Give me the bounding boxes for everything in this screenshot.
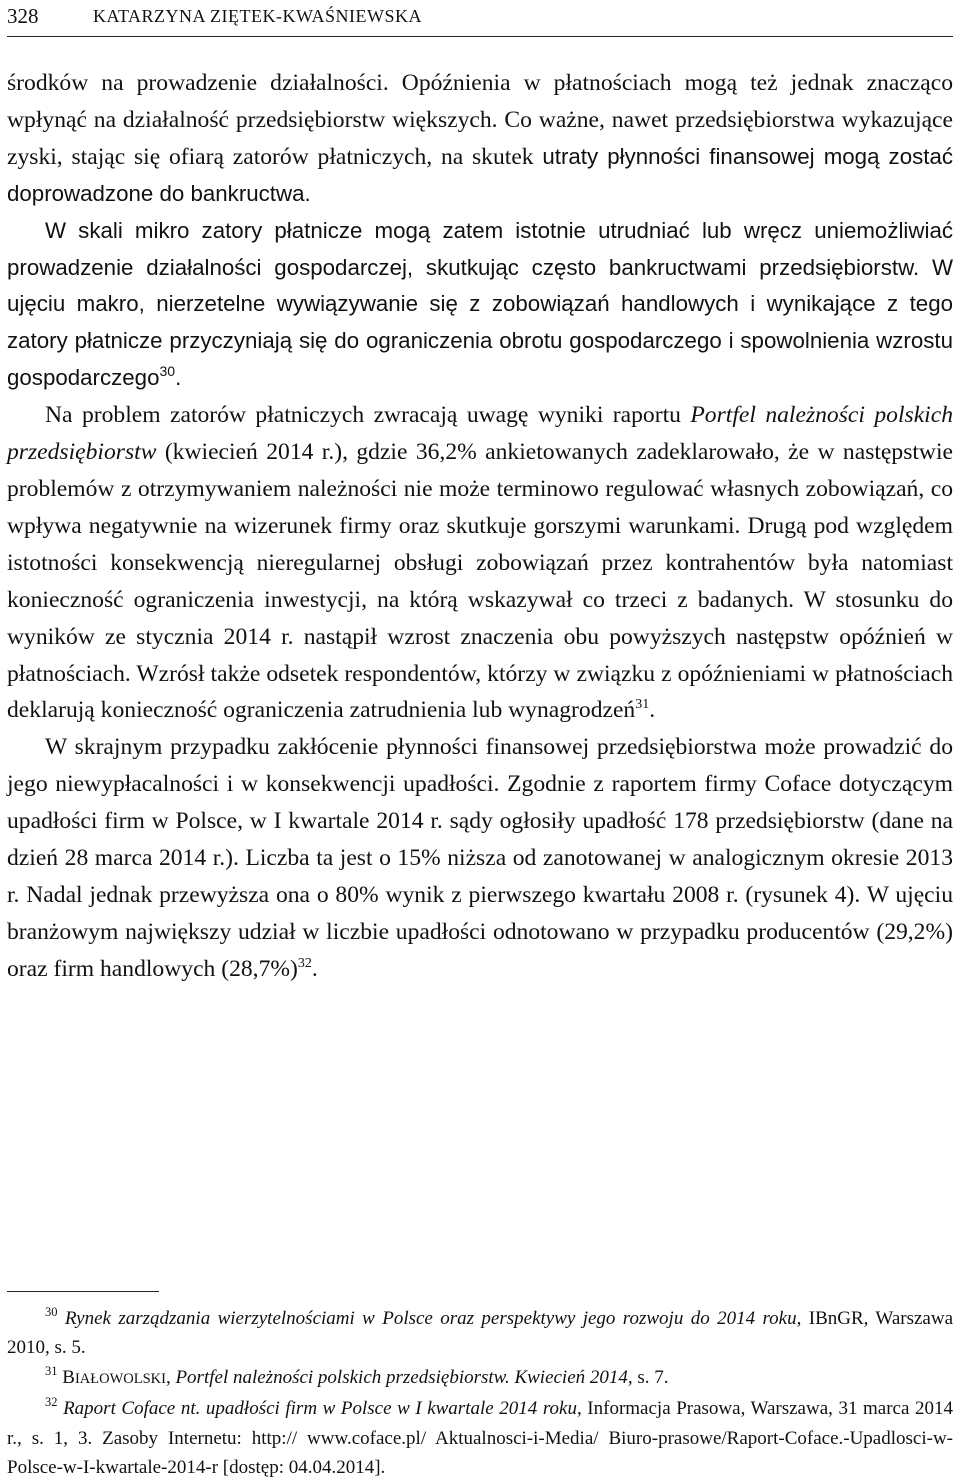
- paragraph-2-text: W skali mikro zatory płatnicze mogą zatem istotnie utrudniać lub wręcz uniemożliwiać prowadzenie działalności gospodarczej, skutkując często bankructwami przedsiębiorstw. W ujęciu makro, nierzetelne wywiązywanie się z zobowiązań handlowych i wynikające z tego zatory płatnicze przyczyniają się do ograniczenia obrotu gospodarczego i spowolnienia wzrostu gospodarczego: [7, 217, 953, 391]
- footnote-separator: [7, 1291, 159, 1292]
- report-title: Portfel należności polskich przedsiębiorstw: [7, 402, 953, 466]
- footnote-30-title: Rynek zarządzania wierzytelnościami w Polsce oraz perspektywy jego rozwoju do 2014 roku: [64, 1308, 797, 1329]
- footnote-number-31: 31: [45, 1363, 58, 1378]
- footnote-31: [7, 1363, 953, 1394]
- running-header: [7, 2, 953, 37]
- footnote-31-author: IAŁOWOLSKI: [74, 1370, 166, 1387]
- footnote-31-sep: ,: [165, 1366, 176, 1388]
- paragraph-1-sans-text: utraty płynności finansowej mogą zostać doprowadzone do bankructwa.: [7, 143, 953, 206]
- footnote-30: [7, 1304, 953, 1363]
- paragraph-1: [7, 65, 953, 213]
- footnote-32: [7, 1394, 953, 1482]
- paragraph-4: [7, 729, 953, 987]
- paragraph-3-text-b: (kwiecień 2014 r.), gdzie 36,2% ankietowanych zadeklarowało, że w następstwie problemów z otrzymywaniem należności nie może terminowo regulować własnych zobowiązań, co wpływa negatywnie na wizerunek firmy oraz skutkuje gorszymi warunkami. Drugą pod względem istotności konsekwencją nieregularnej obsługi zobowiązań przez kontrahentów była natomiast konieczność ograniczenia inwestycji, na którą wskazywał co trzeci z badanych. W stosunku do wyników ze stycznia 2014 r. nastąpił wzrost znaczenia obu powyższych następstw opóźnień w płatnościach. Wzrósł także odsetek respondentów, którzy w związku z opóźnieniami w płatnościach deklarują konieczność ograniczenia zatrudnienia lub wynagrodzeń: [7, 439, 953, 724]
- footnotes: [7, 1304, 953, 1482]
- footnote-32-title: Raport Coface nt. upadłości firm w Polsce w I kwartale 2014 roku: [63, 1398, 577, 1420]
- paragraph-3: [7, 397, 953, 729]
- footnote-number-32: 32: [45, 1395, 58, 1410]
- paragraph-3-text-a: Na problem zatorów płatniczych zwracają uwagę wyniki raportu: [45, 402, 691, 429]
- paragraph-2-end: .: [175, 365, 182, 391]
- paragraph-1-text: środków na prowadzenie działalności. Opóźnienia w płatnościach mogą też jednak znacząco wpłynąć na działalność przedsiębiorstw większych. Co ważne, nawet przedsiębiorstwa wykazujące zyski, stając się ofiarą zatorów płatniczych, na skutek: [7, 70, 953, 170]
- footnote-31-author-initial: B: [62, 1366, 75, 1388]
- paragraph-2: [7, 213, 953, 398]
- footnote-31-rest: , s. 7.: [627, 1366, 669, 1388]
- paragraph-4-end: .: [311, 955, 318, 982]
- footnote-number-30: 30: [45, 1305, 58, 1319]
- main-text: [7, 65, 953, 988]
- paragraph-4-text: W skrajnym przypadku zakłócenie płynności finansowej przedsiębiorstwa może prowadzić do jego niewypłacalności i w konsekwencji upadłości. Zgodnie z raportem firmy Coface dotyczącym upadłości firm w Polsce, w I kwartale 2014 r. sądy ogłosiły upadłość 178 przedsiębiorstw (dane na dzień 28 marca 2014 r.). Liczba ta jest o 15% niższa od zanotowanej w analogicznym okresie 2013 r. Nadal jednak przewyższa ona o 80% wynik z pierwszego kwartału 2008 r. (rysunek 4). W ujęciu branżowym największy udział w liczbie upadłości odnotowano w przypadku producentów (29,2%) oraz firm handlowych (28,7%): [7, 734, 953, 982]
- footnote-ref-30[interactable]: 30: [159, 363, 176, 380]
- page-number: 328: [7, 4, 39, 28]
- footnote-32-rest: , Informacja Prasowa, Warszawa, 31 marca 2014 r., s. 1, 3. Zasoby Internetu: http:// www.coface.pl/ Aktualnosci-i-Media/ Biuro-prasowe/Raport-Coface.-Upadlosci-w-Polsce-w-I-kwartale-2014-r [dostęp: 04.04.2014].: [7, 1398, 953, 1479]
- footnote-ref-31[interactable]: 31: [635, 697, 650, 713]
- paragraph-3-end: .: [649, 697, 656, 724]
- running-title: KATARZYNA ZIĘTEK-KWAŚNIEWSKA: [93, 6, 423, 26]
- footnote-ref-32[interactable]: 32: [297, 955, 312, 971]
- footnote-31-title: Portfel należności polskich przedsiębiorstw. Kwiecień 2014: [175, 1366, 628, 1388]
- footnote-30-rest: , IBnGR, Warszawa 2010, s. 5.: [7, 1308, 954, 1359]
